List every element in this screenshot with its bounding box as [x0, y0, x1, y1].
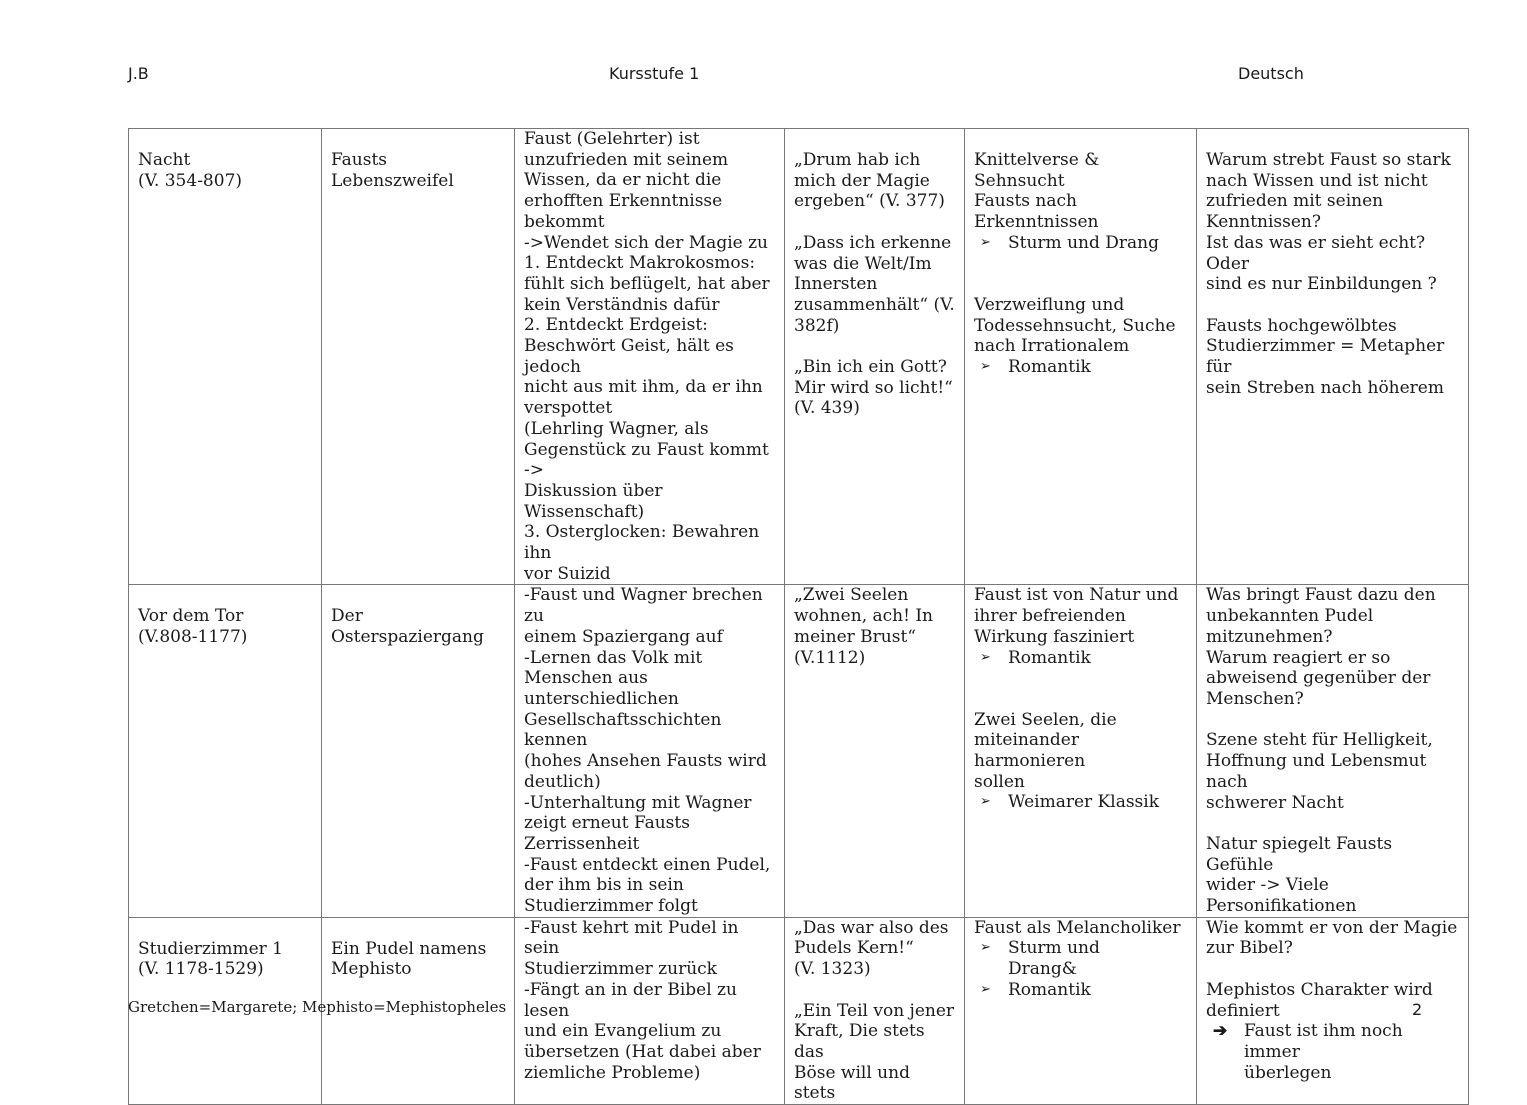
epoch-cell: Faust ist von Natur und ihrer befreienden Wirkung fasziniert ➢ Romantik Zwei Seelen, die miteinander harmonieren sollen ➢ Weimarer Klassik	[965, 585, 1197, 917]
list-item: ➢ Romantik	[980, 647, 1091, 668]
list-item: ➢ Romantik	[980, 357, 1091, 377]
epoch-list	[974, 648, 1188, 669]
quotes-cell: „Zwei Seelen wohnen, ach! In meiner Brust“ (V.1112)	[785, 585, 965, 917]
epoch-list	[974, 233, 1188, 254]
questions-cell: Warum strebt Faust so stark nach Wissen und ist nicht zufrieden mit seinen Kenntnissen? Ist das was er sieht echt? Oder sind es nur Einbildungen ? Fausts hochgewölbtes Studierzimmer = Metapher für sein Streben nach höherem	[1197, 129, 1469, 585]
epoch-cell: Faust als Melancholiker ➢ Sturm und Drang& ➢ Romantik	[965, 917, 1197, 1104]
page-number: 2	[1412, 1000, 1423, 1019]
content-cell: -Faust kehrt mit Pudel in sein Studierzimmer zurück -Fängt an in der Bibel zu lesen und ein Evangelium zu übersetzen (Hat dabei aber ziemliche Probleme)	[515, 917, 785, 1104]
header-course: Kursstufe 1	[609, 64, 700, 83]
header-author: J.B	[128, 64, 149, 83]
bullet-arrow-icon: ➢	[980, 649, 991, 665]
epoch-list	[974, 938, 1188, 1000]
list-item: ➔ Faust ist ihm noch immer überlegen	[1213, 1021, 1403, 1083]
questions-list	[1206, 1021, 1460, 1083]
list-item: ➢ Sturm und Drang	[980, 232, 1159, 253]
content-cell: -Faust und Wagner brechen zu einem Spaziergang auf -Lernen das Volk mit Menschen aus unterschiedlichen Gesellschaftsschichten kennen (hohes Ansehen Fausts wird deutlich) -Unterhaltung mit Wagner zeigt erneut Fausts Zerrissenheit -Faust entdeckt einen Pudel, der ihm bis in sein Studierzimmer folgt	[515, 585, 785, 917]
footer-note: Gretchen=Margarete; Mephisto=Mephistopheles	[128, 998, 507, 1016]
title-cell: Ein Pudel namens Mephisto	[322, 917, 515, 1104]
scene-cell: Nacht (V. 354-807)	[129, 129, 322, 585]
epoch-list	[974, 357, 1188, 378]
content-cell: Faust (Gelehrter) ist unzufrieden mit seinem Wissen, da er nicht die erhofften Erkenntnisse bekommt ->Wendet sich der Magie zu 1. Entdeckt Makrokosmos: fühlt sich beflügelt, hat aber kein Verständnis dafür 2. Entdeckt Erdgeist: Beschwört Geist, hält es jedoch nicht aus mit ihm, da er ihn verspottet (Lehrling Wagner, als Gegenstück zu Faust kommt -> Diskussion über Wissenschaft) 3. Osterglocken: Bewahren ihn vor Suizid	[515, 129, 785, 585]
quotes-cell: „Das war also des Pudels Kern!“ (V. 1323) „Ein Teil von jener Kraft, Die stets das Böse will und stets	[785, 917, 965, 1104]
epoch-cell: Knittelverse & Sehnsucht Fausts nach Erkenntnissen ➢ Sturm und Drang Verzweiflung und Todessehnsucht, Suche nach Irrationalem ➢ Romantik	[965, 129, 1197, 585]
questions-cell: Was bringt Faust dazu den unbekannten Pudel mitzunehmen? Warum reagiert er so abweisend gegenüber der Menschen? Szene steht für Helligkeit, Hoffnung und Lebensmut nach schwerer Nacht Natur spiegelt Fausts Gefühle wider -> Viele Personifikationen	[1197, 585, 1469, 917]
bullet-arrow-icon: ➢	[980, 234, 991, 250]
faust-scene-table	[128, 128, 1469, 1105]
scene-cell: Vor dem Tor (V.808-1177)	[129, 585, 322, 917]
list-item: ➢ Weimarer Klassik	[980, 792, 1160, 813]
table-row	[129, 129, 1469, 585]
quotes-cell: „Drum hab ich mich der Magie ergeben“ (V. 377) „Dass ich erkenne was die Welt/Im Innersten zusammenhält“ (V. 382f) „Bin ich ein Gott? Mir wird so licht!“ (V. 439)	[785, 129, 965, 585]
table-row	[129, 585, 1469, 917]
list-item: ➢ Romantik	[980, 979, 1091, 1000]
title-cell: Fausts Lebenszweifel	[322, 129, 515, 585]
header-subject: Deutsch	[1238, 64, 1304, 83]
bullet-arrow-icon: ➢	[980, 359, 991, 374]
bullet-arrow-icon: ➢	[980, 794, 991, 810]
bullet-arrow-icon: ➢	[980, 940, 991, 956]
title-cell: Der Osterspaziergang	[322, 585, 515, 917]
bullet-arrow-icon: ➢	[980, 981, 991, 997]
epoch-list	[974, 792, 1188, 813]
list-item: ➢ Sturm und Drang&	[980, 938, 1100, 980]
questions-cell: Wie kommt er von der Magie zur Bibel? Mephistos Charakter wird definiert ➔ Faust ist ihm noch immer überlegen	[1197, 917, 1469, 1104]
scene-cell: Studierzimmer 1 (V. 1178-1529)	[129, 917, 322, 1104]
right-arrow-icon: ➔	[1213, 1021, 1228, 1042]
